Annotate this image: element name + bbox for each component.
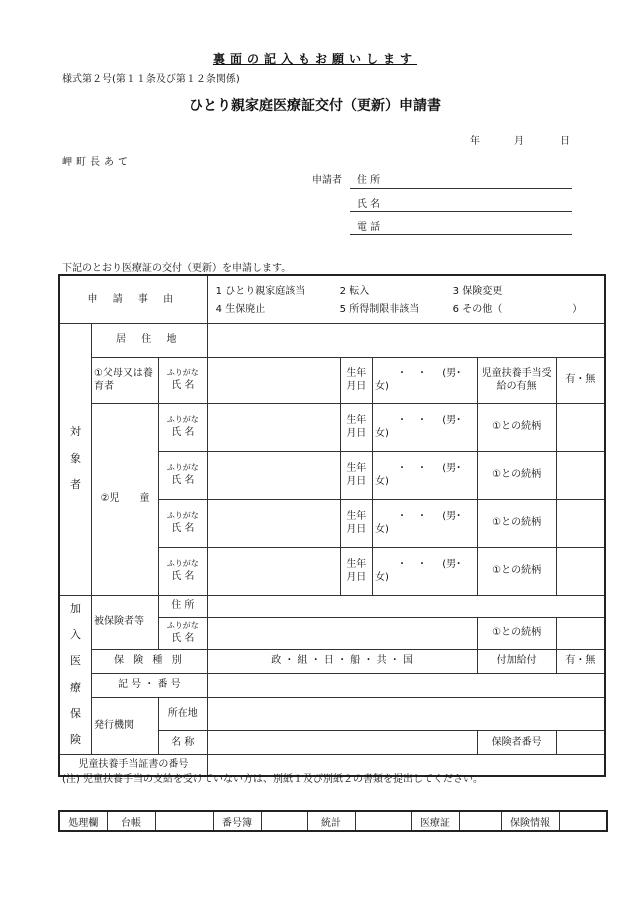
furigana-label: ふりがな [166, 414, 199, 424]
residence-label: 居 住 地 [91, 323, 207, 357]
relation-label: ①との続柄 [477, 499, 556, 547]
relation-label: ①との続柄 [477, 547, 556, 595]
processing-number-book-label: 番号簿 [213, 811, 261, 831]
reason-option-3[interactable]: 3 保険変更 [452, 286, 503, 298]
guardian-name-field[interactable] [207, 357, 340, 403]
processing-table [58, 810, 608, 832]
insurer-number-label: 保険者番号 [477, 730, 556, 754]
processing-statistics-label: 統計 [307, 811, 355, 831]
form-number: 様式第２号(第１１条及び第１２条関係) [62, 74, 240, 85]
name-label: 氏 名 [171, 426, 195, 438]
date-day-label: 日 [560, 136, 570, 147]
relation-label: ①との続柄 [477, 451, 556, 499]
child-name-field[interactable] [207, 499, 340, 547]
insured-relation-field[interactable] [556, 617, 605, 649]
footnote: (注) 児童扶養手当の支給を受けていない方は、別紙１及び別紙２の書類を提出してください。 [62, 774, 483, 785]
furigana-label: ふりがな [166, 462, 199, 472]
relation-label: ①との続柄 [477, 403, 556, 451]
birth-label: 生年月日 [340, 357, 372, 403]
sex-option[interactable]: (男･女) [375, 462, 462, 487]
child-label: ②児 童 [91, 403, 158, 595]
birth-format: ・ ・ [397, 462, 428, 474]
certificate-number-label: 児童扶養手当証書の番号 [59, 754, 207, 776]
sex-option[interactable]: (男･女) [375, 414, 462, 439]
sex-option[interactable]: (男･女) [375, 510, 462, 535]
name-label: 氏 名 [171, 570, 195, 582]
name-label: 氏 名 [171, 522, 195, 534]
relation-field[interactable] [556, 499, 605, 547]
page-title: ひとり親家庭医療証交付（更新）申請書 [189, 98, 441, 114]
reason-option-6[interactable]: 6 その他（ ） [452, 304, 583, 316]
child-birth-field[interactable] [373, 451, 478, 499]
insurance-type-options[interactable]: 政 ・ 組 ・ 日 ・ 船 ・ 共 ・ 国 [207, 649, 477, 673]
sex-option[interactable]: (男･女) [375, 558, 462, 583]
issuer-name-field[interactable] [207, 730, 477, 754]
child-name-field[interactable] [207, 403, 340, 451]
furigana-label: ふりがな [166, 510, 199, 520]
name-label: 氏 名 [171, 474, 195, 486]
reason-label: 申 請 事 由 [59, 275, 207, 323]
applicant-phone-line[interactable] [350, 234, 572, 235]
furigana-label: ふりがな [166, 367, 199, 377]
insurer-number-field[interactable] [556, 730, 605, 754]
issuer-location-label: 所在地 [158, 697, 207, 730]
birth-label: 生年月日 [340, 403, 372, 451]
symbol-number-field[interactable] [207, 673, 605, 697]
applicant-label: 申請者 [312, 175, 342, 186]
additional-benefit-label: 付加給付 [477, 649, 556, 673]
birth-label: 生年月日 [340, 499, 372, 547]
notice-heading: 裏面の記入もお願いします [212, 52, 417, 66]
processing-statistics-field[interactable] [355, 811, 411, 831]
processing-insurance-info-field[interactable] [559, 811, 607, 831]
birth-label: 生年月日 [340, 451, 372, 499]
relation-field[interactable] [556, 403, 605, 451]
addressee: 岬町長あて [62, 157, 132, 168]
relation-field[interactable] [556, 547, 605, 595]
sex-option[interactable]: (男･女) [375, 367, 462, 392]
relation-field[interactable] [556, 451, 605, 499]
date-month-label: 月 [514, 136, 524, 147]
insured-name-field[interactable] [207, 617, 477, 649]
application-table [58, 274, 606, 777]
processing-header: 処理欄 [59, 811, 107, 831]
child-name-label [158, 499, 207, 547]
child-name-label [158, 451, 207, 499]
insured-address-label: 住 所 [158, 595, 207, 617]
processing-certificate-field[interactable] [459, 811, 501, 831]
birth-format: ・ ・ [397, 558, 428, 570]
name-label: 氏 名 [171, 379, 195, 391]
child-support-label: 児童扶養手当受給の有無 [477, 357, 556, 403]
residence-field[interactable] [207, 323, 605, 357]
reason-options [207, 275, 605, 323]
processing-insurance-info-label: 保険情報 [501, 811, 559, 831]
child-name-field[interactable] [207, 547, 340, 595]
applicant-name-line[interactable] [350, 211, 572, 212]
child-name-field[interactable] [207, 451, 340, 499]
symbol-number-label: 記 号 ・ 番 号 [91, 673, 207, 697]
child-support-yes-no[interactable]: 有・無 [556, 357, 605, 403]
reason-option-1[interactable]: 1 ひとり親家庭該当 [215, 286, 306, 298]
reason-option-2[interactable]: 2 転入 [339, 286, 370, 298]
issuer-name-label: 名 称 [158, 730, 207, 754]
birth-label: 生年月日 [340, 547, 372, 595]
additional-benefit-yes-no[interactable]: 有・無 [556, 649, 605, 673]
processing-ledger-field[interactable] [155, 811, 213, 831]
insured-label: 被保険者等 [91, 595, 158, 649]
applicant-address-label: 住 所 [357, 175, 381, 186]
furigana-label: ふりがな [166, 620, 199, 630]
birth-format: ・ ・ [397, 367, 428, 379]
insured-relation-label: ①との続柄 [477, 617, 556, 649]
name-label: 氏 名 [171, 632, 195, 644]
processing-certificate-label: 医療証 [411, 811, 459, 831]
child-birth-field[interactable] [373, 499, 478, 547]
reason-option-5[interactable]: 5 所得制限非該当 [339, 304, 420, 316]
birth-format: ・ ・ [397, 510, 428, 522]
birth-format: ・ ・ [397, 414, 428, 426]
reason-option-4[interactable]: 4 生保廃止 [215, 304, 266, 316]
applicant-phone-label: 電 話 [357, 222, 381, 233]
guardian-label: ①父母又は養育者 [91, 357, 158, 403]
date-year-label: 年 [470, 136, 480, 147]
insured-name-label [158, 617, 207, 649]
subject-label-cell [59, 323, 91, 595]
processing-ledger-label: 台帳 [107, 811, 155, 831]
applicant-name-label: 氏 名 [357, 199, 381, 210]
applicant-address-line[interactable] [350, 188, 572, 189]
child-birth-field[interactable] [373, 403, 478, 451]
issuer-location-field[interactable] [207, 697, 605, 730]
child-name-label [158, 547, 207, 595]
child-name-label [158, 403, 207, 451]
insurance-type-label: 保 険 種 別 [91, 649, 207, 673]
insurance-label: 加入医療保険 [69, 601, 81, 747]
subject-label: 対象者 [69, 425, 81, 492]
guardian-name-label [158, 357, 207, 403]
insured-address-field[interactable] [207, 595, 605, 617]
processing-number-book-field[interactable] [261, 811, 307, 831]
furigana-label: ふりがな [166, 558, 199, 568]
insurance-label-cell [59, 595, 91, 754]
intro-text: 下記のとおり医療証の交付（更新）を申請します。 [62, 263, 292, 274]
child-birth-field[interactable] [373, 547, 478, 595]
guardian-birth-field[interactable] [373, 357, 478, 403]
issuer-label: 発行機関 [91, 697, 158, 754]
